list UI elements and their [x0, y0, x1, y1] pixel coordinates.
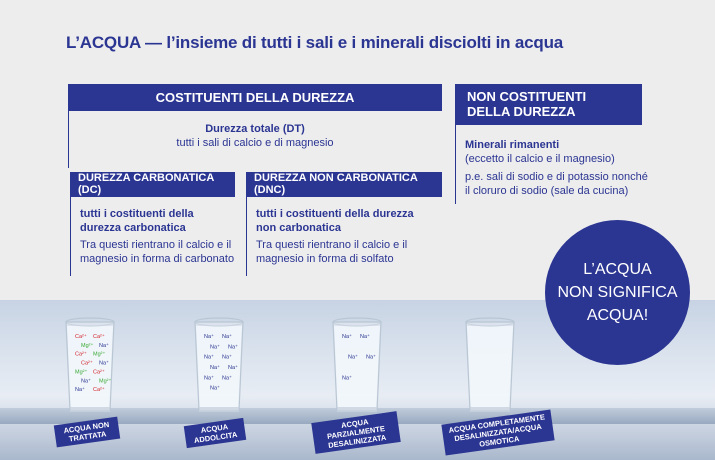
ion-label: Na⁺: [210, 365, 220, 371]
ion-label: Na⁺: [360, 334, 370, 340]
ion-label: Na⁺: [204, 334, 214, 340]
glass-label: ACQUA ADDOLCITA: [184, 418, 246, 448]
ion-label: Ca²⁺: [81, 360, 93, 367]
glass-softened-icon: [192, 316, 246, 414]
non-carbonate-body: Tra questi rientrano il calcio e il magnesio in forma di solfato: [256, 239, 408, 265]
ion-label: Ca²⁺: [93, 369, 105, 376]
divider: [455, 124, 456, 204]
ion-label: Na⁺: [228, 365, 238, 371]
ion-label: Na⁺: [204, 354, 214, 361]
carbonate-heading: tutti i costituenti della durezza carbonatica: [80, 208, 194, 234]
glass-label: ACQUA NON TRATTATA: [54, 417, 120, 448]
divider: [455, 124, 642, 125]
ion-label: Na⁺: [210, 344, 220, 351]
ion-label: Na⁺: [348, 354, 358, 361]
total-hardness-desc: tutti i sali di calcio e di magnesio: [176, 137, 334, 149]
ion-label: Na⁺: [210, 385, 220, 392]
page-title: L’ACQUA — l’insieme di tutti i sali e i minerali disciolti in acqua: [66, 33, 564, 52]
ion-label: Na⁺: [342, 334, 352, 340]
non-carbonate-heading: tutti i costituenti della durezza non carbonatica: [256, 208, 414, 234]
glass-untreated-icon: [63, 316, 117, 414]
ion-label: Na⁺: [99, 342, 109, 349]
ion-label: Ca²⁺: [93, 334, 105, 340]
glass-base: [70, 407, 110, 412]
ion-label: Na⁺: [222, 334, 232, 340]
ion-label: Na⁺: [204, 375, 214, 382]
total-hardness-title: Durezza totale (DT): [205, 123, 305, 135]
glass-outline: [333, 322, 381, 411]
glass-outline: [466, 322, 514, 411]
glass-fully-desalinated-icon: [463, 316, 517, 414]
non-hardness-header: NON COSTITUENTI DELLA DUREZZA: [455, 84, 642, 124]
glass-partially-desalinated-icon: [330, 316, 384, 414]
non-hardness-body: p.e. sali di sodio e di potassio nonché il cloruro di sodio (sale da cucina): [465, 171, 648, 197]
ion-label: Na⁺: [342, 375, 352, 382]
slogan-badge: L’ACQUA NON SIGNIFICA ACQUA!: [545, 220, 690, 365]
ion-label: Ca²⁺: [75, 351, 87, 358]
total-hardness: [68, 122, 442, 150]
ion-label: Na⁺: [81, 378, 91, 385]
non-hardness-heading: Minerali rimanenti: [465, 139, 560, 151]
divider: [246, 196, 247, 276]
glass-base: [337, 407, 377, 412]
non-carbonate-header: DUREZZA NON CARBONATICA (DNC): [246, 172, 442, 196]
glass-base: [470, 407, 510, 412]
divider: [68, 110, 442, 111]
ion-label: Ca²⁺: [75, 334, 87, 340]
hardness-header: COSTITUENTI DELLA DUREZZA: [68, 84, 442, 110]
ion-label: Na⁺: [228, 344, 238, 351]
glass-label: ACQUA PARZIALMENTE DESALINIZZATA: [311, 411, 400, 454]
ion-label: Mg²⁺: [75, 369, 88, 376]
divider: [70, 196, 71, 276]
glass-base: [199, 407, 239, 412]
divider: [70, 196, 235, 197]
ion-label: Mg²⁺: [99, 378, 112, 385]
ion-label: Ca²⁺: [93, 387, 105, 394]
carbonate-body: Tra questi rientrano il calcio e il magnesio in forma di carbonato: [80, 239, 235, 265]
divider: [246, 196, 442, 197]
glass-label: ACQUA COMPLETAMENTE DESALINIZZATA/ACQUA OSMOTICA: [441, 409, 554, 455]
ion-label: Na⁺: [99, 360, 109, 367]
ion-label: Mg²⁺: [93, 351, 106, 358]
ion-label: Na⁺: [366, 354, 376, 361]
non-hardness-subheading: (eccetto il calcio e il magnesio): [465, 153, 615, 165]
ion-label: Mg²⁺: [81, 342, 94, 349]
ion-label: Na⁺: [222, 375, 232, 382]
carbonate-header: DUREZZA CARBONATICA (DC): [70, 172, 235, 196]
ion-label: Na⁺: [222, 354, 232, 361]
ion-label: Na⁺: [75, 387, 85, 394]
